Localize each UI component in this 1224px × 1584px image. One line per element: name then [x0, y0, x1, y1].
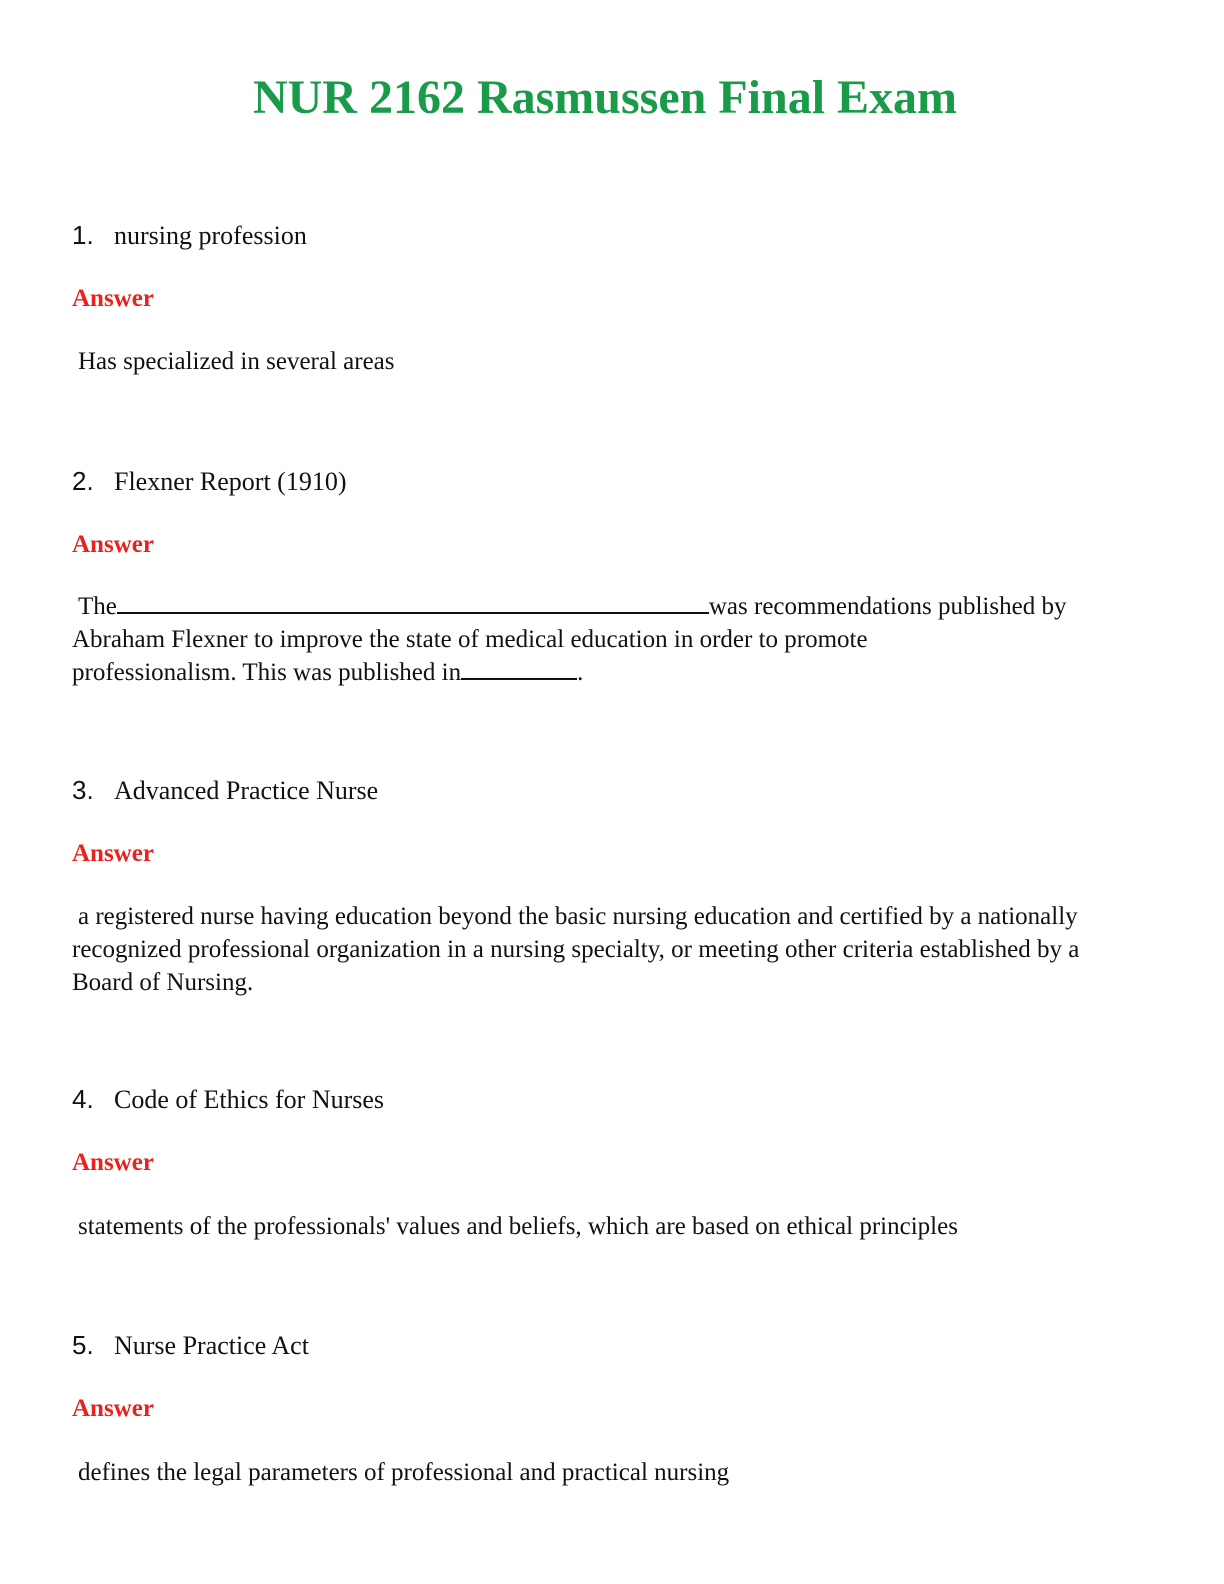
question-3	[72, 777, 378, 804]
question-4	[72, 1086, 384, 1113]
question-term: Advanced Practice Nurse	[114, 776, 379, 805]
fill-in-blank	[117, 592, 709, 614]
answer-label: Answer	[72, 1395, 154, 1422]
question-term: Code of Ethics for Nurses	[114, 1085, 385, 1114]
answer-label: Answer	[72, 840, 154, 867]
page-title: NUR 2162 Rasmussen Final Exam	[252, 71, 958, 124]
question-term: Flexner Report (1910)	[114, 467, 347, 496]
answer-text: defines the legal parameters of professional and practical nursing	[78, 1459, 730, 1486]
answer-label: Answer	[72, 285, 154, 312]
question-number: 2.	[72, 466, 94, 496]
question-number: 3.	[72, 775, 94, 805]
question-2	[72, 468, 347, 495]
fill-in-blank	[461, 658, 577, 680]
answer-text: a registered nurse having education beyond the basic nursing education and certified by a nationally recognized professional organization in a nursing specialty, or meeting other criteria established by a Board of Nursing.	[72, 903, 1080, 996]
answer-text: statements of the professionals' values and beliefs, which are based on ethical principles	[78, 1213, 958, 1240]
question-5	[72, 1332, 309, 1359]
question-1	[72, 222, 307, 249]
answer-text: Has specialized in several areas	[78, 348, 395, 375]
answer-label: Answer	[72, 531, 154, 558]
question-term: nursing profession	[114, 221, 307, 250]
answer-text: The was recommendations published by Abraham Flexner to improve the state of medical education in order to promote professionalism. This was published in .	[72, 593, 1067, 686]
question-number: 5.	[72, 1330, 94, 1360]
question-number: 4.	[72, 1084, 94, 1114]
question-number: 1.	[72, 220, 94, 250]
question-term: Nurse Practice Act	[114, 1331, 309, 1360]
answer-label: Answer	[72, 1149, 154, 1176]
